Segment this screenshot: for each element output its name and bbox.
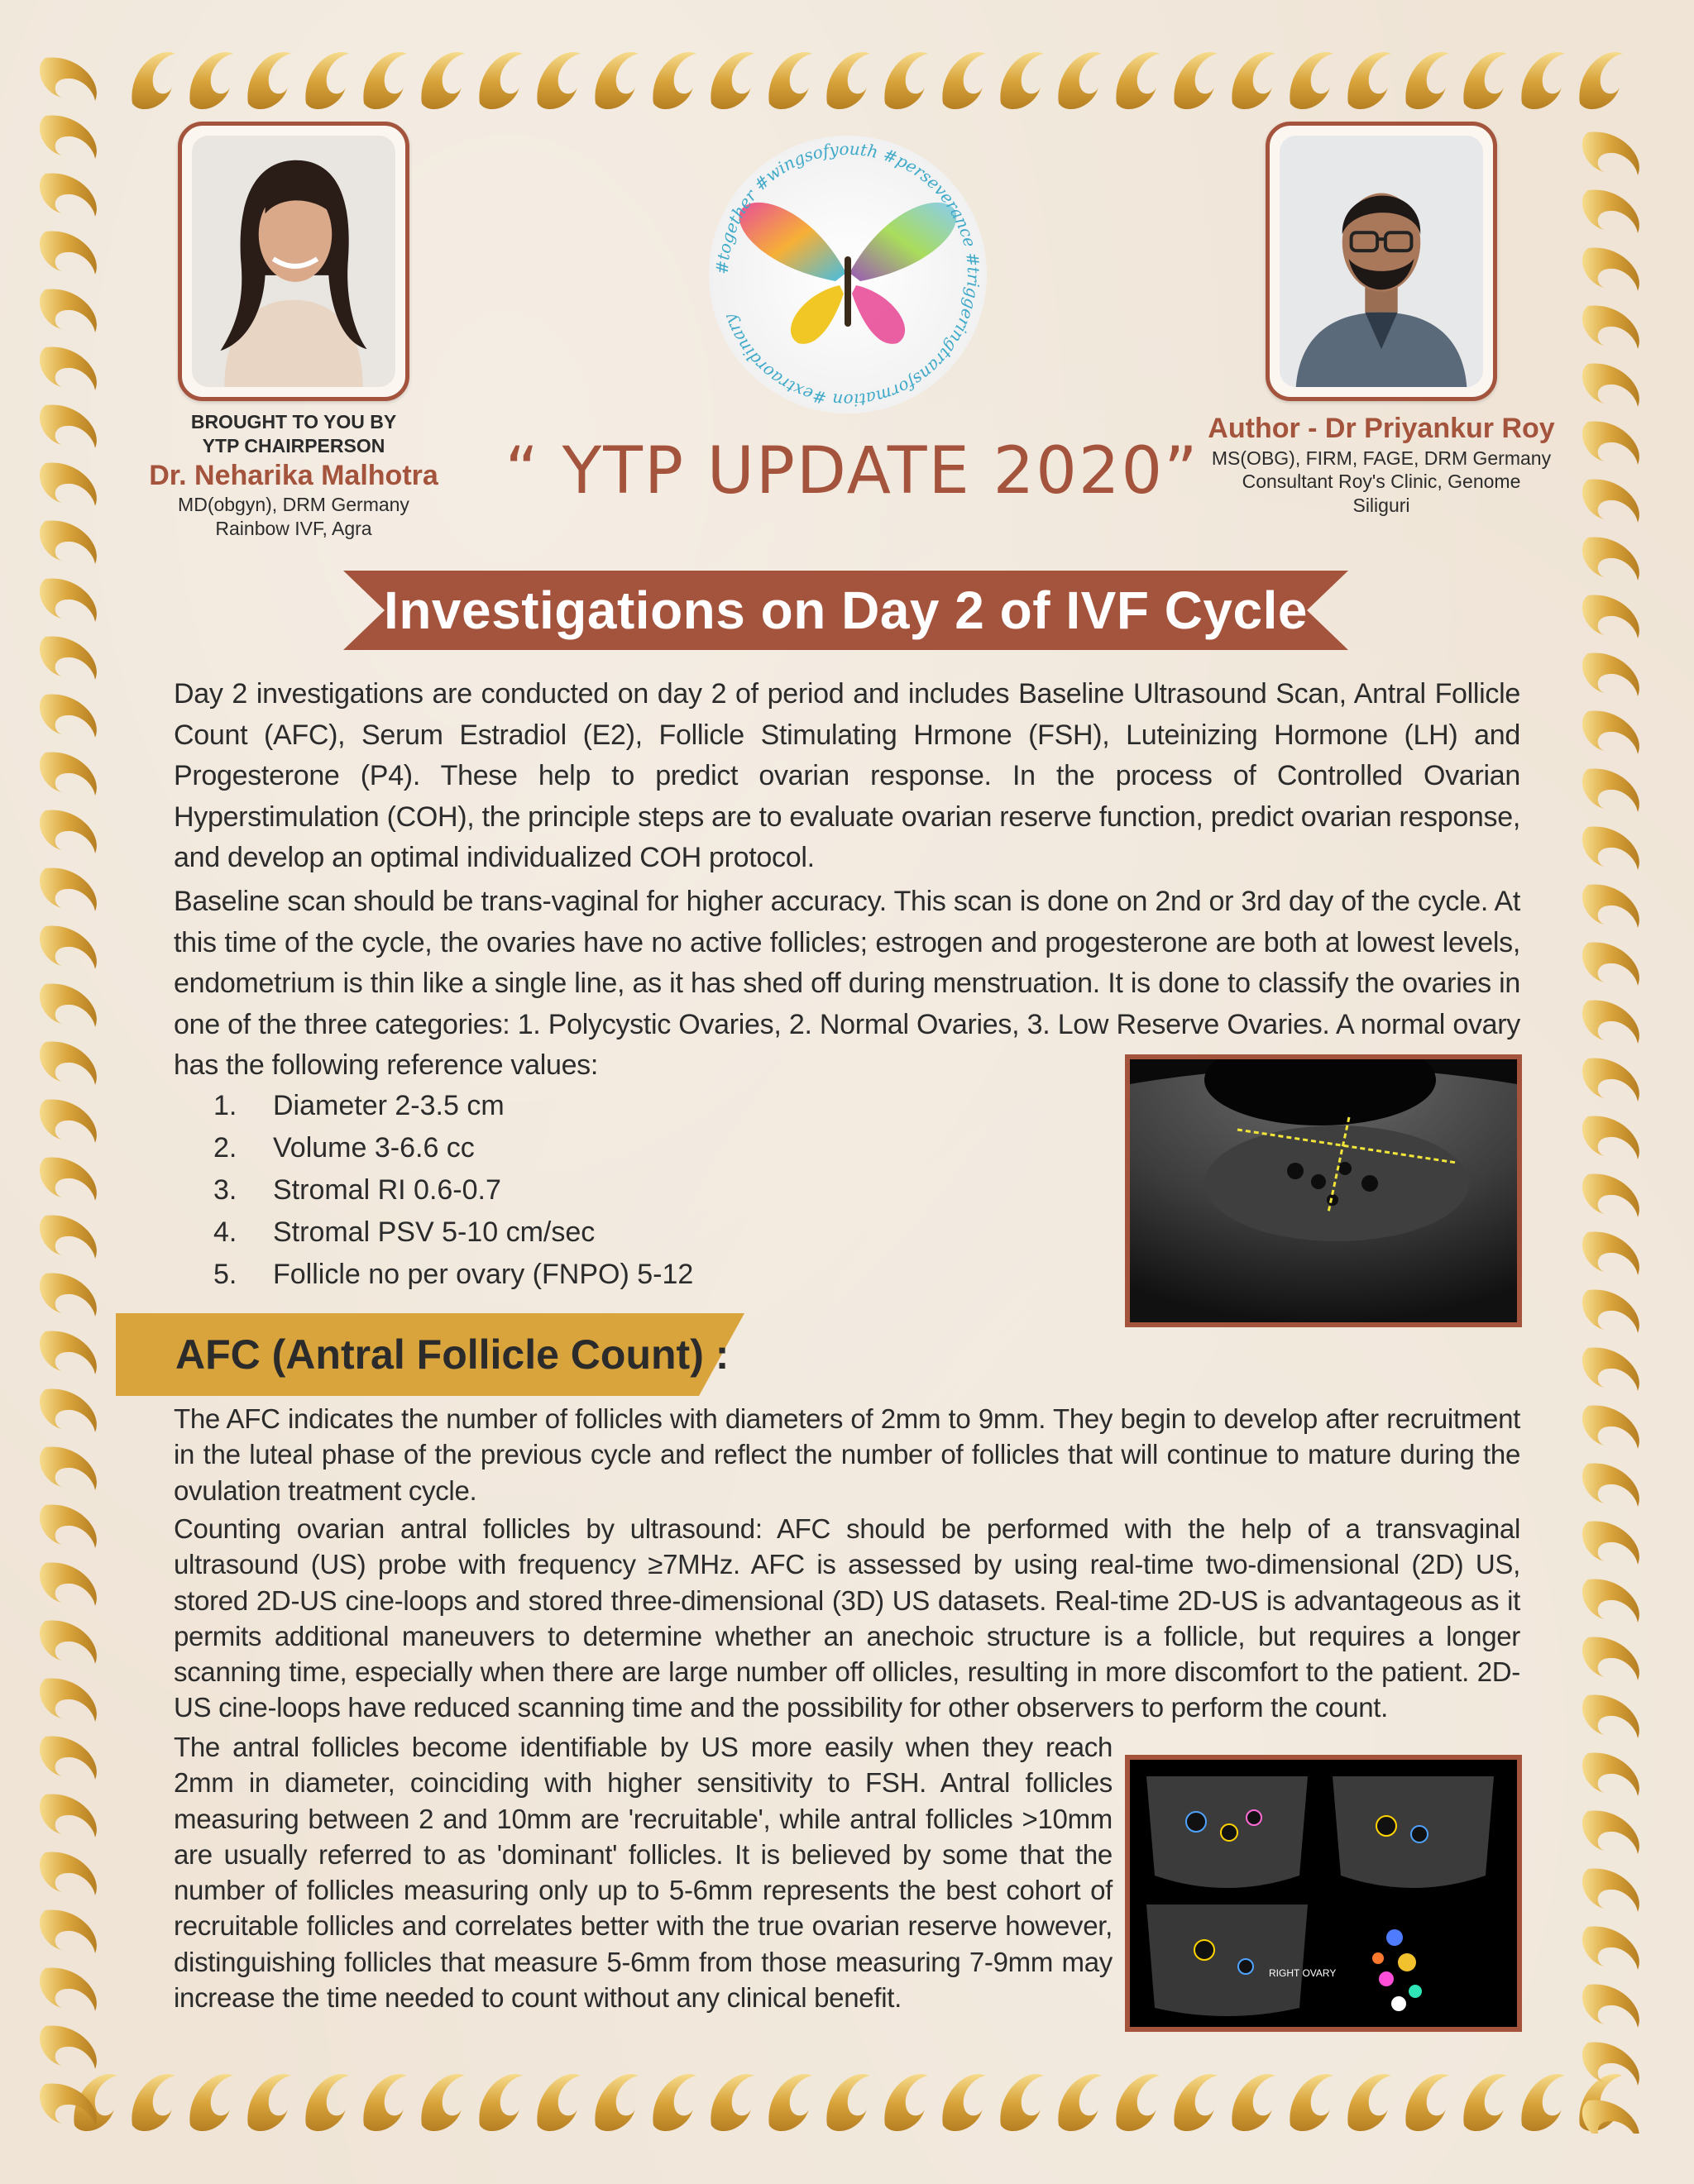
ornamental-border-bottom <box>66 2059 1621 2138</box>
chairperson-portrait <box>178 122 409 401</box>
brought-by-line: BROUGHT TO YOU BY <box>190 411 397 432</box>
wings-of-youth-logo <box>695 132 1001 418</box>
chairperson-photo <box>192 136 395 387</box>
chairperson-credentials: MD(obgyn), DRM Germany <box>178 494 409 515</box>
chairperson-role: YTP CHAIRPERSON <box>202 434 385 456</box>
afc-heading-text: AFC (Antral Follicle Count) : <box>175 1331 730 1378</box>
list-item: 4. Stromal PSV 5-10 cm/sec <box>213 1216 596 1248</box>
section-title: Investigations on Day 2 of IVF Cycle <box>384 581 1308 640</box>
author-portrait <box>1266 122 1497 401</box>
author-photo <box>1280 136 1483 387</box>
afc-paragraph-2: Counting ovarian antral follicles by ultrasound: AFC should be performed with the help of a transvaginal ultrasound (US) probe with frequency ≥7MHz. AFC is assessed by using real-time two-dimensional (2D) US, stored 2D-US cine-loops and stored three-dimensional (3D) US datasets. Real-time 2D-US is advantageous as it permits additional maneuvers to determine whether an anechoic structure is a follicle, but requires a longer scanning time, especially when there are large number off ollicles, resulting in more discomfort to the patient. 2D-US cine-loops have reduced scanning time and the possibility for other observers to perform the count. <box>174 1513 1520 1723</box>
reference-values-list <box>213 1085 693 1296</box>
ovary-ultrasound-image <box>1125 1054 1522 1327</box>
afc-section-heading <box>116 1313 744 1396</box>
section-title-banner <box>343 571 1348 650</box>
afc-paragraph-3: The antral follicles become identifiable by US more easily when they reach 2mm in diameter, coinciding with higher sensitivity to FSH. Antral follicles measuring between 2 and 10mm are 'recruitable', while antral follicles >10mm are usually referred to as 'dominant' follicles. It is believed by some that the number of follicles measuring only up to 5-6mm represents the best cohort of recruitable follicles and correlates better with the true ovarian reserve however, distinguishing follicles that measure 5-6mm from those measuring 7-9mm may increase the time needed to count without any clinical benefit. <box>174 1732 1113 2014</box>
right-ovary-label: RIGHT OVARY <box>1269 1967 1337 1979</box>
intro-paragraph: Day 2 investigations are conducted on day 2 of period and includes Baseline Ultrasound Scan, Antral Follicle Count (AFC), Serum Estradiol (E2), Follicle Stimulating Hrmone (FSH), Luteinizing Hormone (LH) and Progesterone (P4). These help to predict ovarian response. In the process of Controlled Ovarian Hyperstimulation (COH), the principle steps are to evaluate ovarian reserve function, predict ovarian response, and develop an optimal individualized COH protocol. <box>174 678 1520 873</box>
list-item: 3. Stromal RI 0.6-0.7 <box>213 1174 501 1206</box>
chairperson-name: Dr. Neharika Malhotra <box>149 459 438 491</box>
list-item: 5. Follicle no per ovary (FNPO) 5-12 <box>213 1259 694 1290</box>
baseline-scan-paragraph: Baseline scan should be trans-vaginal for higher accuracy. This scan is done on 2nd or 3rd day of the cycle. At this time of the cycle, the ovaries have no active follicles; estrogen and progesterone are both at lowest levels, endometrium is thin like a single line, as it has shed off during menstruation. It is done to classify the ovaries in one of the three categories: 1. Polycystic Ovaries, 2. Normal Ovaries, 3. Low Reserve Ovaries. A normal ovary has the following reference values: <box>174 886 1520 1081</box>
ovary-multiplanar-ultrasound-image <box>1125 1755 1522 2032</box>
author-city: Siliguri <box>1352 495 1410 516</box>
chairperson-info <box>124 410 463 541</box>
ornamental-border-right <box>1576 124 1654 2134</box>
ornamental-border-top <box>124 37 1629 116</box>
list-item: 2. Volume 3-6.6 cc <box>213 1132 475 1164</box>
author-credentials: MS(OBG), FIRM, FAGE, DRM Germany <box>1211 447 1552 469</box>
ornamental-border-left <box>33 50 112 2134</box>
author-clinic: Consultant Roy's Clinic, Genome <box>1242 471 1521 493</box>
page-title: “ YTP UPDATE 2020” <box>505 434 1199 509</box>
afc-paragraph-1: The AFC indicates the number of follicles with diameters of 2mm to 9mm. They begin to develop after recruitment in the luteal phase of the previous cycle and reflect the number of follicles that will continue to mature during the ovulation treatment cycle. <box>174 1403 1520 1506</box>
chairperson-clinic: Rainbow IVF, Agra <box>215 517 372 539</box>
list-item: 1. Diameter 2-3.5 cm <box>213 1090 505 1121</box>
author-name: Author - Dr Priyankur Roy <box>1208 413 1555 444</box>
author-info <box>1199 411 1563 518</box>
logo-circle-text: #together #wingsofyouth #perseverance #triggeringtransformation #extraordinary <box>711 138 984 411</box>
